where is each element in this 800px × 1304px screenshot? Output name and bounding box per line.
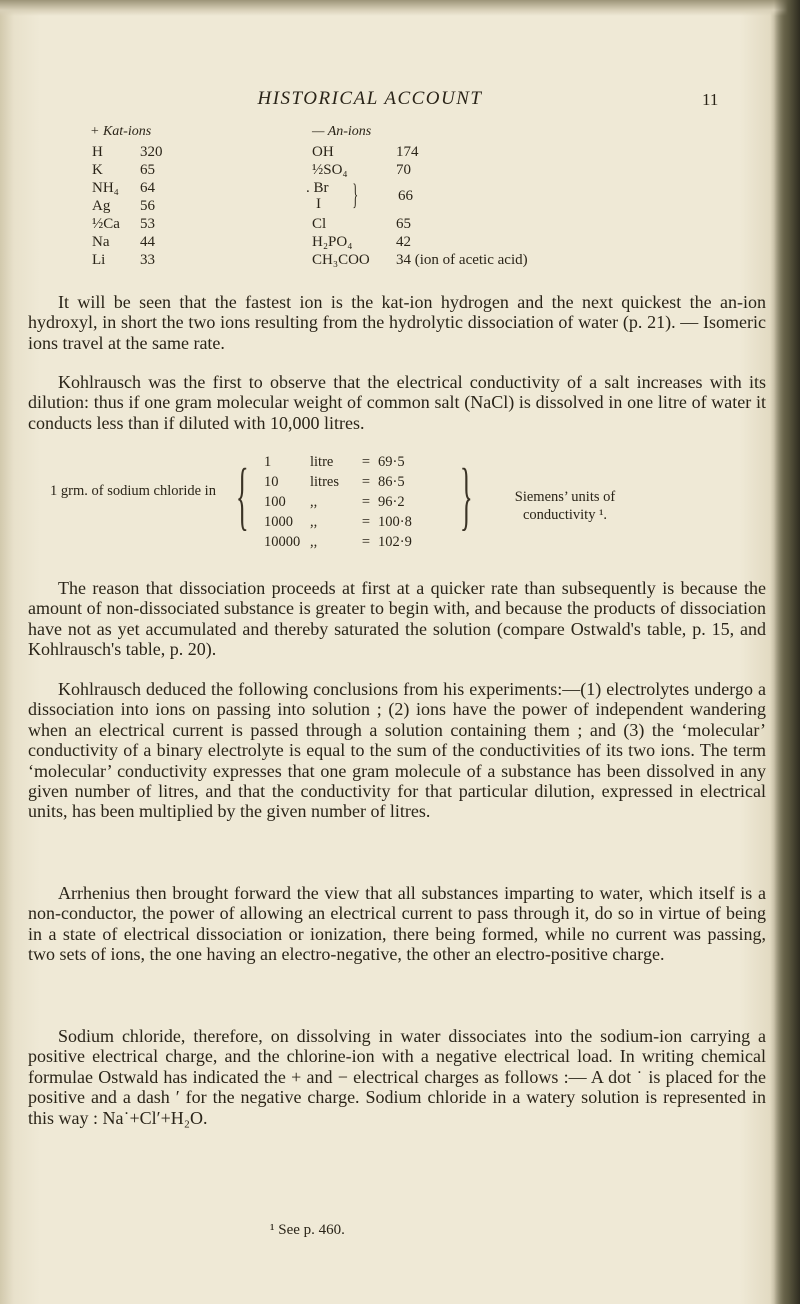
litres-unit: litres [310,474,339,490]
kation-row [92,196,180,216]
br-i-value: 66 [398,188,413,204]
ion-value: 320 [140,144,163,160]
kation-row [92,250,180,270]
paragraph-dissociation-rate: The reason that dissociation proceeds at first at a quicker rate than subsequently is because the amount of non-dissociated substance is greater to begin with, and because the products of dissociation have not as yet accumulated and thereby saturated the solution (compare Ostwald's table, p. 15, and Kohlrausch's table, p. 20). [28,578,766,660]
page-top-edge [0,0,800,16]
ion-value: 53 [140,216,155,232]
litres-amount: 10 [264,474,279,490]
ion-name: K [92,162,103,178]
litres-amount: 1000 [264,514,293,530]
kation-row [92,214,180,234]
conductivity-value: 86·5 [378,474,405,490]
page-number: 11 [702,90,719,109]
ion-name: Ag [92,198,111,214]
conductivity-value: 102·9 [378,534,412,550]
ion-value: 56 [140,198,155,214]
ion-value: 65 [396,216,411,232]
book-spine-shadow [774,0,800,1304]
litres-unit: litre [310,454,334,470]
litres-unit: ,, [310,534,318,550]
ion-value: 65 [140,162,155,178]
litres-amount: 100 [264,494,286,510]
anion-row [312,214,411,234]
conductivity-value: 100·8 [378,514,412,530]
dilution-row [264,474,430,491]
paragraph-sodium-chloride: Sodium chloride, therefore, on dissolving in water dissociates into the sodium-ion carrying a positive electrical charge, and the chlorine-ion with a negative electrical load. In writing chemical formulae Ostwald has indicated the + and − electrical charges as follows :— A dot ˙ is placed for the positive and a dash ′ for the negative charge. Sodium chloride in a watery solution is represented in this way : Na˙+Cl′+H₂O. [28,1026,766,1128]
kation-row [92,142,180,162]
paragraph-kohlrausch-conclusions: Kohlrausch deduced the following conclusions from his experiments:—(1) electrolytes undergo a dissociation into ions on passing into solution ; (2) ions have the power of independent wandering when an electrical current is passed through a solution containing them ; and (3) the ‘molecular’ conductivity of a binary electrolyte is equal to the sum of the conductivities of its two ions. The term ‘molecular’ conductivity expresses that one gram molecule of a substance has been dissolved in any given number of litres, and that the conductivity for that particular dilution, expressed in electrical units, has been multiplied by the given number of litres. [28,679,766,822]
equals-sign: = [361,514,371,530]
ion-value: 44 [140,234,155,250]
ion-value: 64 [140,180,155,196]
litres-amount: 10000 [264,534,301,550]
kation-row [92,232,180,252]
ion-name: . Br [306,180,329,196]
ion-name: ½Ca [92,216,120,232]
conductivity-value: 96·2 [378,494,405,510]
ion-value: 34 (ion of acetic acid) [396,252,528,268]
ion-velocity-table [86,122,766,292]
ion-value: 42 [396,234,411,250]
ion-name: ½SO₄ [312,162,348,178]
paragraph-arrhenius: Arrhenius then brought forward the view that all substances imparting to water, which itself is a non-conductor, the power of allowing an electrical current to pass through it, do so in virtue of being in a state of electrical dissociation or ionization, there being formed, while no current was passing, two sets of ions, the one having an electro-negative, the other an electro-positive charge. [28,883,766,965]
litres-amount: 1 [264,454,272,470]
brace-icon: } [352,178,359,211]
anion-row [312,250,528,270]
paragraph-kohlrausch-dilution: Kohlrausch was the first to observe that the electrical conductivity of a salt increases with its dilution: thus if one gram molecular weight of common salt (NaCl) is dissolved in one litre of water it conducts less than if diluted with 10,000 litres. [28,372,766,433]
ion-name: Cl [312,216,327,232]
ion-value: 33 [140,252,155,268]
kation-row [92,160,180,180]
litres-unit: ,, [310,494,318,510]
ion-name: CH₃COO [312,252,370,268]
ion-name: NH₄ [92,180,119,196]
footnote: ¹ See p. 460. [270,1222,345,1238]
anion-heading: — An-ions [312,124,372,139]
left-brace-icon: { [235,454,249,538]
ion-value: 174 [396,144,419,160]
equals-sign: = [361,474,371,490]
ion-name: Li [92,252,106,268]
anion-row [312,232,411,252]
dilution-table-label: 1 grm. of sodium chloride in [50,483,216,499]
ion-name: OH [312,144,334,160]
running-head: HISTORICAL ACCOUNT [257,88,483,109]
litres-unit: ,, [310,514,318,530]
ion-value: 70 [396,162,411,178]
conductivity-value: 69·5 [378,454,405,470]
anion-row [312,160,411,180]
dilution-row [264,494,430,511]
equals-sign: = [361,534,371,550]
ion-name: I [316,196,321,212]
dilution-row [264,534,430,551]
right-brace-icon: } [459,454,473,538]
ion-name: Na [92,234,110,250]
kation-row [92,178,180,198]
siemens-units-note: Siemens’ units of conductivity ¹. [514,489,616,523]
dilution-row [264,454,430,471]
ion-name: H₂PO₄ [312,234,353,250]
dilution-conductivity-table [28,454,768,566]
equals-sign: = [361,454,371,470]
paragraph-fastest-ion: It will be seen that the fastest ion is the kat-ion hydrogen and the next quickest the an-ion hydroxyl, in short the two ions resulting from the hydrolytic dissociation of water (p. 21). — Isomeric ions travel at the same rate. [28,292,766,353]
dilution-row [264,514,430,531]
kation-heading: + Kat-ions [90,124,152,139]
ion-name: H [92,144,103,160]
equals-sign: = [361,494,371,510]
anion-row [312,142,419,162]
